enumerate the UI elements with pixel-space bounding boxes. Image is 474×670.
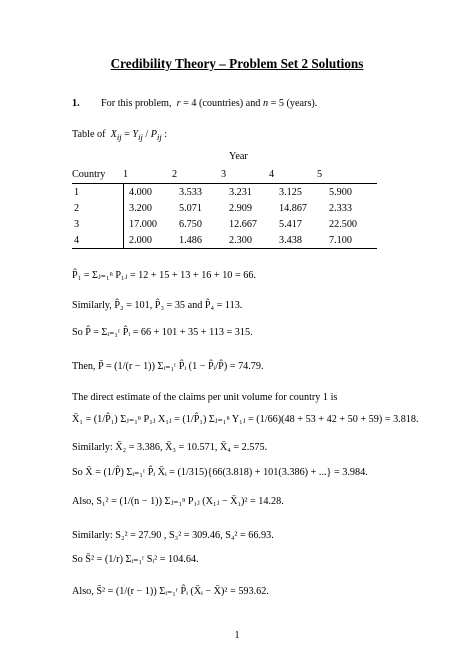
table-column-header: 3	[221, 169, 227, 180]
table-column-header: 1	[123, 169, 129, 180]
table-column-header: 2	[172, 169, 178, 180]
country-cell: 4	[72, 232, 124, 249]
table-cell: 4.000	[124, 184, 178, 201]
table-cell: 6.750	[179, 218, 202, 230]
table-cell: 3.533	[177, 184, 227, 201]
table-row	[72, 216, 377, 232]
equation-s-tilde-squared: Also, S̃² = (1/(r − 1)) Σᵢ₌₁ʳ P̂ᵢ (X̄ᵢ − X̄)² = 593.62.	[72, 586, 269, 597]
claims-table	[72, 183, 377, 249]
table-cell: 17.000	[124, 216, 178, 232]
document-title: Credibility Theory – Problem Set 2 Solutions	[110, 56, 364, 71]
table-caption: Table of $X_{ij} = Y_{ij} / P_{ij}$ :	[72, 129, 168, 143]
country-cell: 3	[74, 218, 80, 230]
equation-similarly-s: Similarly: S₂² = 27.90 , S₃² = 309.46, S₄² = 66.93.	[72, 530, 274, 541]
table-group-header: Year	[229, 151, 248, 162]
table-cell: 2.300	[227, 232, 277, 249]
equation-similarly-x: Similarly: X̄₂ = 3.386, X̄₃ = 10.571, X̄₄ = 2.575.	[72, 442, 268, 453]
table-cell: 3.200	[124, 200, 178, 216]
problem-intro: For this problem, r = 4 (countries) and n = 5 (years).	[101, 98, 318, 109]
table-cell: 7.100	[327, 232, 377, 249]
table-cell: 2.909	[229, 202, 252, 214]
table-row	[72, 200, 377, 216]
table-cell: 5.900	[327, 184, 377, 201]
table-cell: 12.667	[229, 218, 258, 230]
equation-x-bar: So X̄ = (1/P̂) Σᵢ₌₁ʳ P̂ᵢ X̄ᵢ = (1/315){66(3.818) + 101(3.386) + ...} = 3.984.	[72, 467, 368, 478]
equation-x1-bar: X̄₁ = (1/P̂₁) Σⱼ₌₁ⁿ P₁ⱼ X₁ⱼ = (1/P̂₁) Σⱼ₌₁ⁿ Y₁ⱼ = (1/66)(48 + 53 + 42 + 50 + 59) = 3.818.	[72, 414, 419, 425]
table-cell: 5.071	[179, 202, 202, 214]
equation-similarly-p: Similarly, P̂₂ = 101, P̂₃ = 35 and P̂₄ = 113.	[72, 300, 243, 311]
country-cell: 2	[74, 202, 80, 214]
table-cell: 5.417	[279, 218, 302, 230]
table-column-header: 5	[317, 169, 323, 180]
table-cell: 3.231	[227, 184, 277, 201]
table-cell: 2.333	[329, 202, 352, 214]
direct-estimate-text: The direct estimate of the claims per unit volume for country 1 is	[72, 392, 338, 403]
equation-p-tilde: Then, P̃ = (1/(r − 1)) Σᵢ₌₁ʳ P̂ᵢ (1 − P̂ᵢ/P̂) = 74.79.	[72, 361, 264, 372]
table-row	[72, 184, 377, 201]
equation-p1: P̂₁ = Σⱼ₌₁ⁿ P₁ⱼ = 12 + 15 + 13 + 16 + 10 = 66.	[72, 270, 256, 281]
table-cell: 22.500	[329, 218, 358, 230]
table-column-header: 4	[269, 169, 275, 180]
problem-number: 1.	[72, 98, 80, 109]
table-cell: 1.486	[177, 232, 227, 249]
page-number: 1	[234, 630, 240, 641]
table-row-header: Country	[72, 169, 106, 180]
table-cell: 14.867	[279, 202, 308, 214]
country-cell: 1	[72, 184, 124, 201]
equation-s1-squared: Also, S₁² = (1/(n − 1)) Σⱼ₌₁ⁿ P₁ⱼ (X₁ⱼ − X̄₁)² = 14.28.	[72, 496, 284, 507]
table-cell: 3.125	[277, 184, 327, 201]
table-row	[72, 232, 377, 249]
table-cell: 3.438	[277, 232, 327, 249]
equation-s-bar-squared: So S̄² = (1/r) Σᵢ₌₁ʳ Sᵢ² = 104.64.	[72, 554, 199, 565]
equation-total-p: So P̂ = Σᵢ₌₁ʳ P̂ᵢ = 66 + 101 + 35 + 113 = 315.	[72, 327, 253, 338]
table-cell: 2.000	[124, 232, 178, 249]
